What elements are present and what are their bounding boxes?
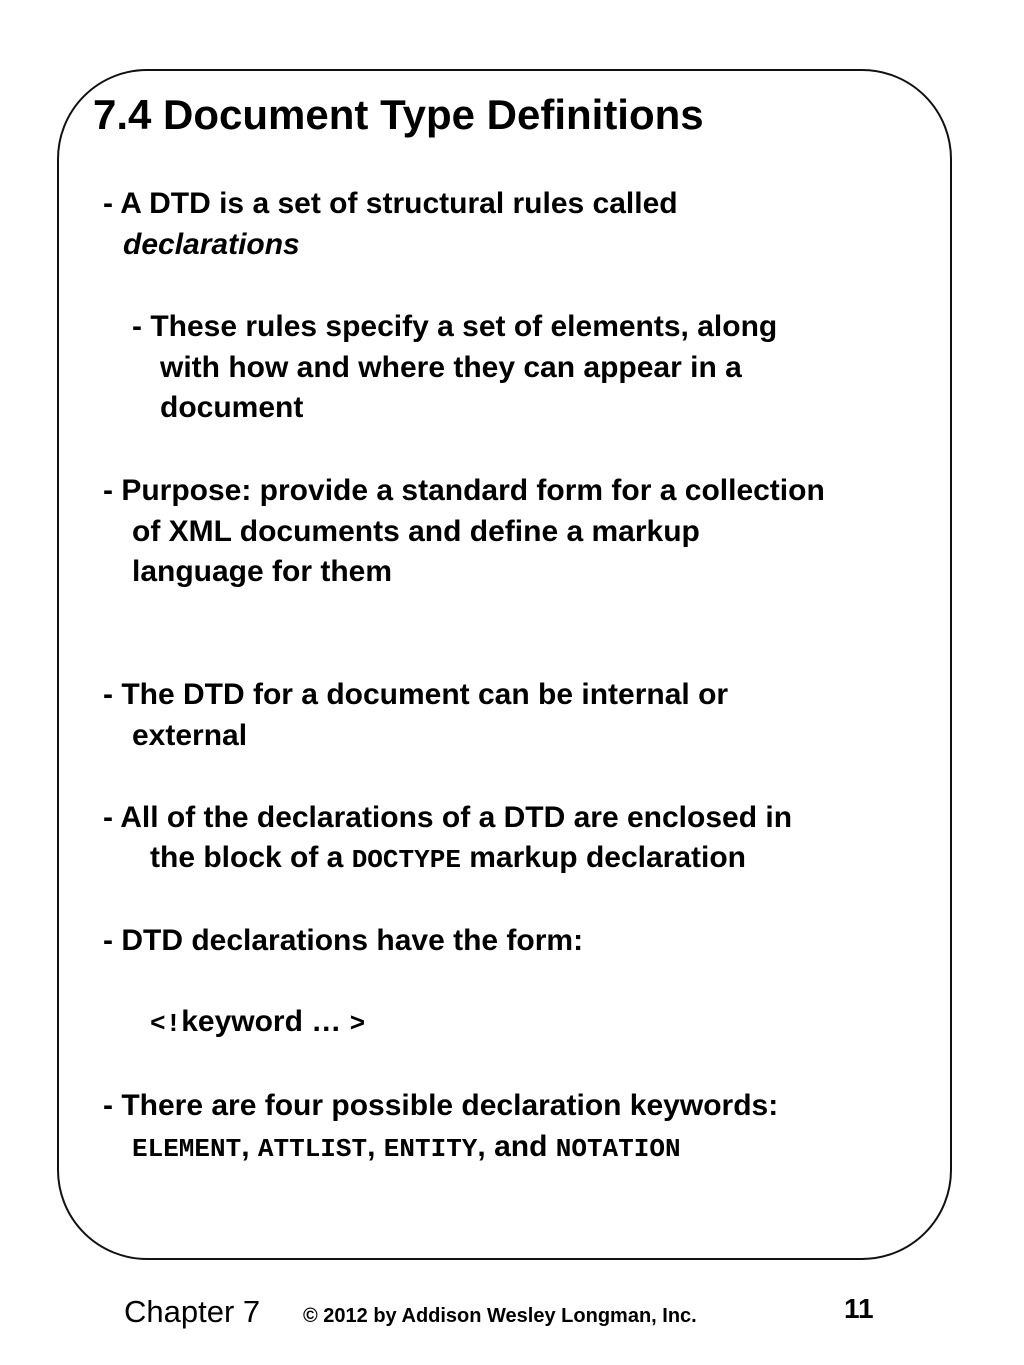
bullet-1-line-2: declarations: [123, 228, 300, 261]
bullet-4-line-2: external: [132, 719, 248, 752]
bullet-7-line-1: - There are four possible declaration keywords:: [103, 1089, 779, 1122]
keyword-attlist: ATTLIST: [257, 1134, 368, 1164]
code-close-bracket: >: [349, 1009, 366, 1039]
page-number: 11: [844, 1293, 874, 1324]
code-open-bracket: <!: [150, 1009, 182, 1039]
bullet-5-text-post: markup declaration: [460, 841, 747, 874]
keywords-list: [132, 1127, 681, 1169]
bullet-2-line-1: - These rules specify a set of elements, along: [132, 310, 778, 343]
footer-chapter: Chapter 7: [124, 1294, 261, 1329]
bullet-3-line-3: language for them: [132, 555, 393, 588]
bullet-3-line-2: of XML documents and define a markup: [132, 515, 700, 548]
declaration-form-example: [150, 1002, 365, 1044]
code-keyword-text: keyword …: [181, 1005, 350, 1038]
bullet-5-line-2: [150, 838, 746, 880]
keyword-entity: ENTITY: [383, 1134, 478, 1164]
bullet-1-line-1: - A DTD is a set of structural rules called: [103, 187, 678, 220]
bullet-5-text-pre: the block of a: [150, 841, 352, 874]
slide-title: 7.4 Document Type Definitions: [93, 91, 704, 138]
keyword-sep-3: , and: [477, 1130, 556, 1163]
keyword-element: ELEMENT: [132, 1134, 242, 1164]
bullet-6-line-1: - DTD declarations have the form:: [103, 924, 584, 957]
footer-copyright: © 2012 by Addison Wesley Longman, Inc.: [303, 1305, 697, 1327]
keyword-sep-2: ,: [367, 1130, 384, 1163]
bullet-4-line-1: - The DTD for a document can be internal or: [103, 678, 729, 711]
keyword-sep-1: ,: [241, 1130, 258, 1163]
doctype-code: DOCTYPE: [351, 845, 461, 875]
bullet-3-line-1: - Purpose: provide a standard form for a collection: [103, 474, 825, 507]
bullet-5-line-1: - All of the declarations of a DTD are enclosed in: [103, 801, 793, 834]
keyword-notation: NOTATION: [555, 1134, 681, 1164]
bullet-2-line-3: document: [160, 391, 304, 424]
bullet-2-line-2: with how and where they can appear in a: [160, 351, 742, 384]
